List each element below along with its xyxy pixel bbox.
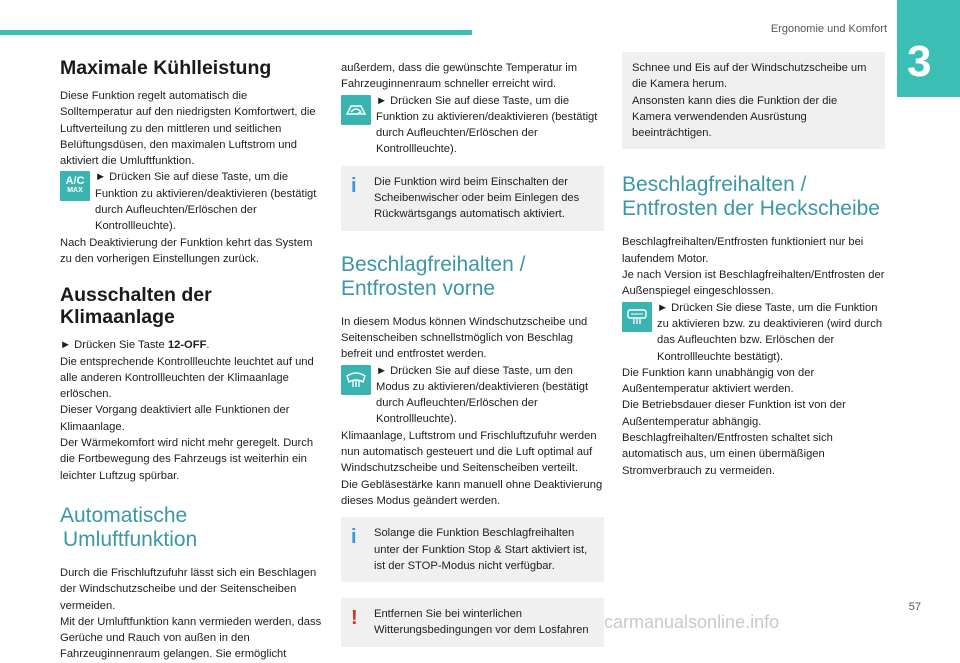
- header-accent-bar: [0, 30, 472, 35]
- info-icon: i: [351, 174, 357, 197]
- instruction-row: [60, 169, 322, 234]
- page-number: 57: [908, 601, 921, 613]
- instruction-row: [341, 363, 604, 428]
- warning-box-continued: Schnee und Eis auf der Windschutzscheibe um die Kamera herum. Ansonsten kann dies die Funktion der die Kamera verwendenden Ausrüstung beeinträchtigen.: [622, 52, 885, 149]
- section-title-ac-off: Ausschalten der Klimaanlage: [60, 284, 212, 329]
- instruction-text: ► Drücken Sie auf diese Taste, um die Funktion zu aktivieren/deaktivieren (bestätigt durch Aufleuchten/Erlöschen der Kontrollleuchte).: [376, 94, 598, 156]
- column-3: [622, 52, 885, 479]
- paragraph: Der Wärmekomfort wird nicht mehr geregelt. Durch die Fortbewegung des Fahrzeugs ist weiterhin ein leichter Luftzug spürbar.: [60, 437, 314, 482]
- watermark: carmanualsonline.info: [604, 612, 780, 632]
- warning-icon: !: [351, 607, 358, 630]
- paragraph: Je nach Version ist Beschlagfreihalten/Entfrosten der Außenspiegel eingeschlossen.: [622, 269, 885, 298]
- column-2: [341, 60, 604, 647]
- paragraph: Die Betriebsdauer dieser Funktion ist von der Außentemperatur abhängig.: [622, 399, 846, 428]
- instruction-text: ► Drücken Sie Taste 12-OFF.: [60, 339, 210, 352]
- front-defrost-icon: [341, 365, 371, 395]
- paragraph: Die entsprechende Kontrollleuchte leuchtet auf und alle anderen Kontrollleuchten der Klimaanlage erlöschen.: [60, 355, 314, 401]
- instruction-row: [341, 93, 604, 158]
- paragraph: Beschlagfreihalten/Entfrosten funktioniert nur bei laufendem Motor.: [622, 236, 864, 265]
- chapter-number: 3: [907, 37, 932, 86]
- column-1: [60, 55, 322, 663]
- paragraph: außerdem, dass die gewünschte Temperatur im Fahrzeuginnenraum schneller erreicht wird.: [341, 62, 578, 91]
- paragraph: In diesem Modus können Windschutzscheibe und Seitenscheiben schnellstmöglich von Beschlag befreit und entfrostet werden.: [341, 315, 588, 361]
- section-title-auto-recirculation: Automatische Umluftfunktion: [60, 503, 198, 551]
- paragraph: Diese Funktion regelt automatisch die Solltemperatur auf den niedrigsten Komfortwert, die Luftverteilung zu den mittleren und seitlichen Belüftungsdüsen, den maximalen Luftstrom und aktiviert die Umluftfunktion.: [60, 90, 316, 168]
- paragraph: Nach Deaktivierung der Funktion kehrt das System zu den vorherigen Einstellungen zurück.: [60, 236, 313, 265]
- paragraph: Die Funktion kann unabhängig von der Außentemperatur aktiviert werden.: [622, 366, 815, 396]
- warning-box: ! Entfernen Sie bei winterlichen Witterungsbedingungen vor dem Losfahren: [341, 598, 604, 647]
- info-icon: i: [351, 526, 357, 549]
- instruction-text: ► Drücken Sie diese Taste, um die Funktion zu aktivieren bzw. zu deaktivieren (wird durch das Aufleuchten bzw. Erlöschen der Kontrollleuchte bestätigt).: [657, 301, 883, 363]
- paragraph: Die Gebläsestärke kann manuell ohne Deaktivierung dieses Modus geändert werden.: [341, 478, 603, 507]
- paragraph: Klimaanlage, Luftstrom und Frischluftzufuhr werden nun automatisch gesteuert und die Luft optimal auf Windschutzscheibe und Seitenscheiben verteilt.: [341, 429, 597, 475]
- recirculation-icon: [341, 95, 371, 125]
- paragraph: Mit der Umluftfunktion kann vermieden werden, dass Gerüche und Rauch von außen in den Fahrzeuginnenraum gelangen. Sie ermöglicht: [60, 615, 322, 661]
- instruction-text: ► Drücken Sie auf diese Taste, um die Funktion zu aktivieren/deaktivieren (bestätigt durch Aufleuchten/Erlöschen der Kontrollleuchte).: [95, 171, 317, 233]
- rear-defrost-icon: [622, 302, 652, 332]
- paragraph: Dieser Vorgang deaktiviert alle Funktionen der Klimaanlage.: [60, 404, 290, 433]
- info-box: i Solange die Funktion Beschlagfreihalten unter der Funktion Stop & Start aktiviert ist, ist der STOP-Modus nicht verfügbar.: [341, 517, 604, 582]
- instruction-text: ► Drücken Sie auf diese Taste, um den Modus zu aktivieren/deaktivieren (bestätigt durch Aufleuchten/Erlöschen der Kontrollleuchte).: [376, 364, 589, 426]
- chapter-tab: [897, 0, 960, 97]
- ac-max-button-icon: A/C MAX: [60, 171, 90, 201]
- instruction-row: [622, 300, 885, 365]
- section-title-front-demist: Beschlagfreihalten / Entfrosten vorne: [341, 252, 526, 300]
- paragraph: Beschlagfreihalten/Entfrosten schaltet sich automatisch aus, um einen übermäßigen Stromverbrauch zu vermeiden.: [622, 432, 833, 477]
- info-box: i Die Funktion wird beim Einschalten der Scheibenwischer oder beim Einlegen des Rückwärtsgangs automatisch aktiviert.: [341, 166, 604, 231]
- header-title: Ergonomie und Komfort: [770, 23, 887, 35]
- paragraph: Durch die Frischluftzufuhr lässt sich ein Beschlagen der Windschutzscheibe und der Seitenscheiben vermeiden.: [60, 566, 317, 612]
- section-title-max-cooling: Maximale Kühlleistung: [60, 57, 272, 79]
- section-title-rear-demist: Beschlagfreihalten / Entfrosten der Heckscheibe: [622, 173, 880, 221]
